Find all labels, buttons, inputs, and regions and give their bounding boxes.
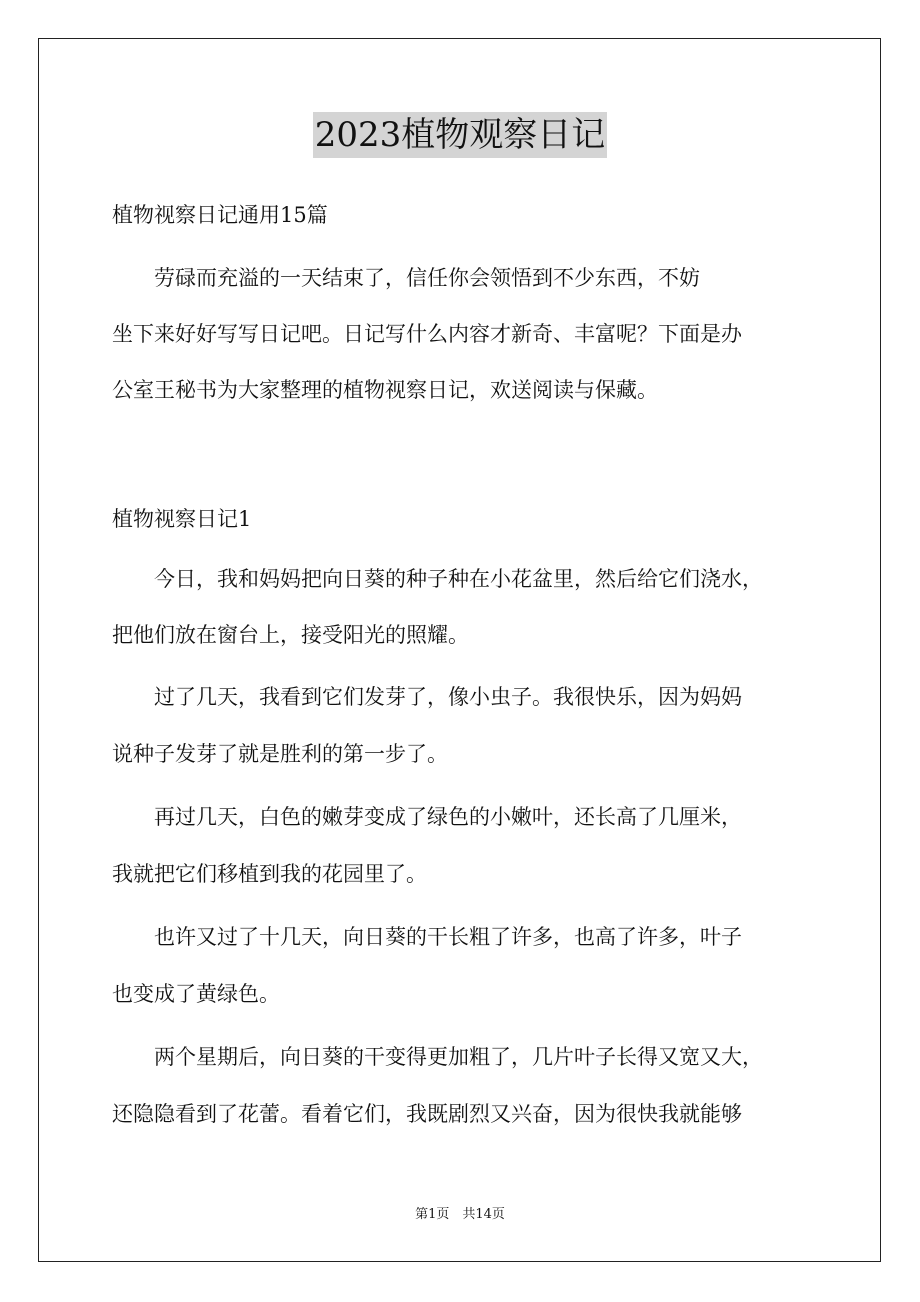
body-line-8: 也变成了黄绿色。 xyxy=(112,982,280,1006)
body-line-5: 再过几天，白色的嫩芽变成了绿色的小嫩叶，还长高了几厘米， xyxy=(112,805,742,829)
body-line-1: 今日，我和妈妈把向日葵的种子种在小花盆里，然后给它们浇水， xyxy=(112,567,763,591)
body-line-9: 两个星期后，向日葵的干变得更加粗了，几片叶子长得又宽又大， xyxy=(112,1045,763,1069)
body-line-2: 把他们放在窗台上，接受阳光的照耀。 xyxy=(112,623,469,647)
intro-line-1: 劳碌而充溢的一天结束了，信任你会领悟到不少东西，不妨 xyxy=(112,266,700,290)
body-line-6: 我就把它们移植到我的花园里了。 xyxy=(112,862,427,886)
intro-line-2: 坐下来好好写写日记吧。日记写什么内容才新奇、丰富呢？下面是办 xyxy=(112,322,742,346)
intro-line-3: 公室王秘书为大家整理的植物视察日记，欢送阅读与保藏。 xyxy=(112,378,658,402)
page-number-footer: 第1页 共14页 xyxy=(415,1207,505,1222)
title-container xyxy=(0,112,920,158)
body-line-4: 说种子发芽了就是胜利的第一步了。 xyxy=(112,742,448,766)
section-heading: 植物视察日记1 xyxy=(112,507,252,531)
body-line-3: 过了几天，我看到它们发芽了，像小虫子。我很快乐，因为妈妈 xyxy=(112,685,742,709)
body-line-7: 也许又过了十几天，向日葵的干长粗了许多，也高了许多，叶子 xyxy=(112,925,742,949)
document-subtitle: 植物视察日记通用15篇 xyxy=(112,203,328,227)
body-line-10: 还隐隐看到了花蕾。看着它们，我既剧烈又兴奋，因为很快我就能够 xyxy=(112,1102,742,1126)
document-title: 2023植物观察日记 xyxy=(313,112,608,158)
